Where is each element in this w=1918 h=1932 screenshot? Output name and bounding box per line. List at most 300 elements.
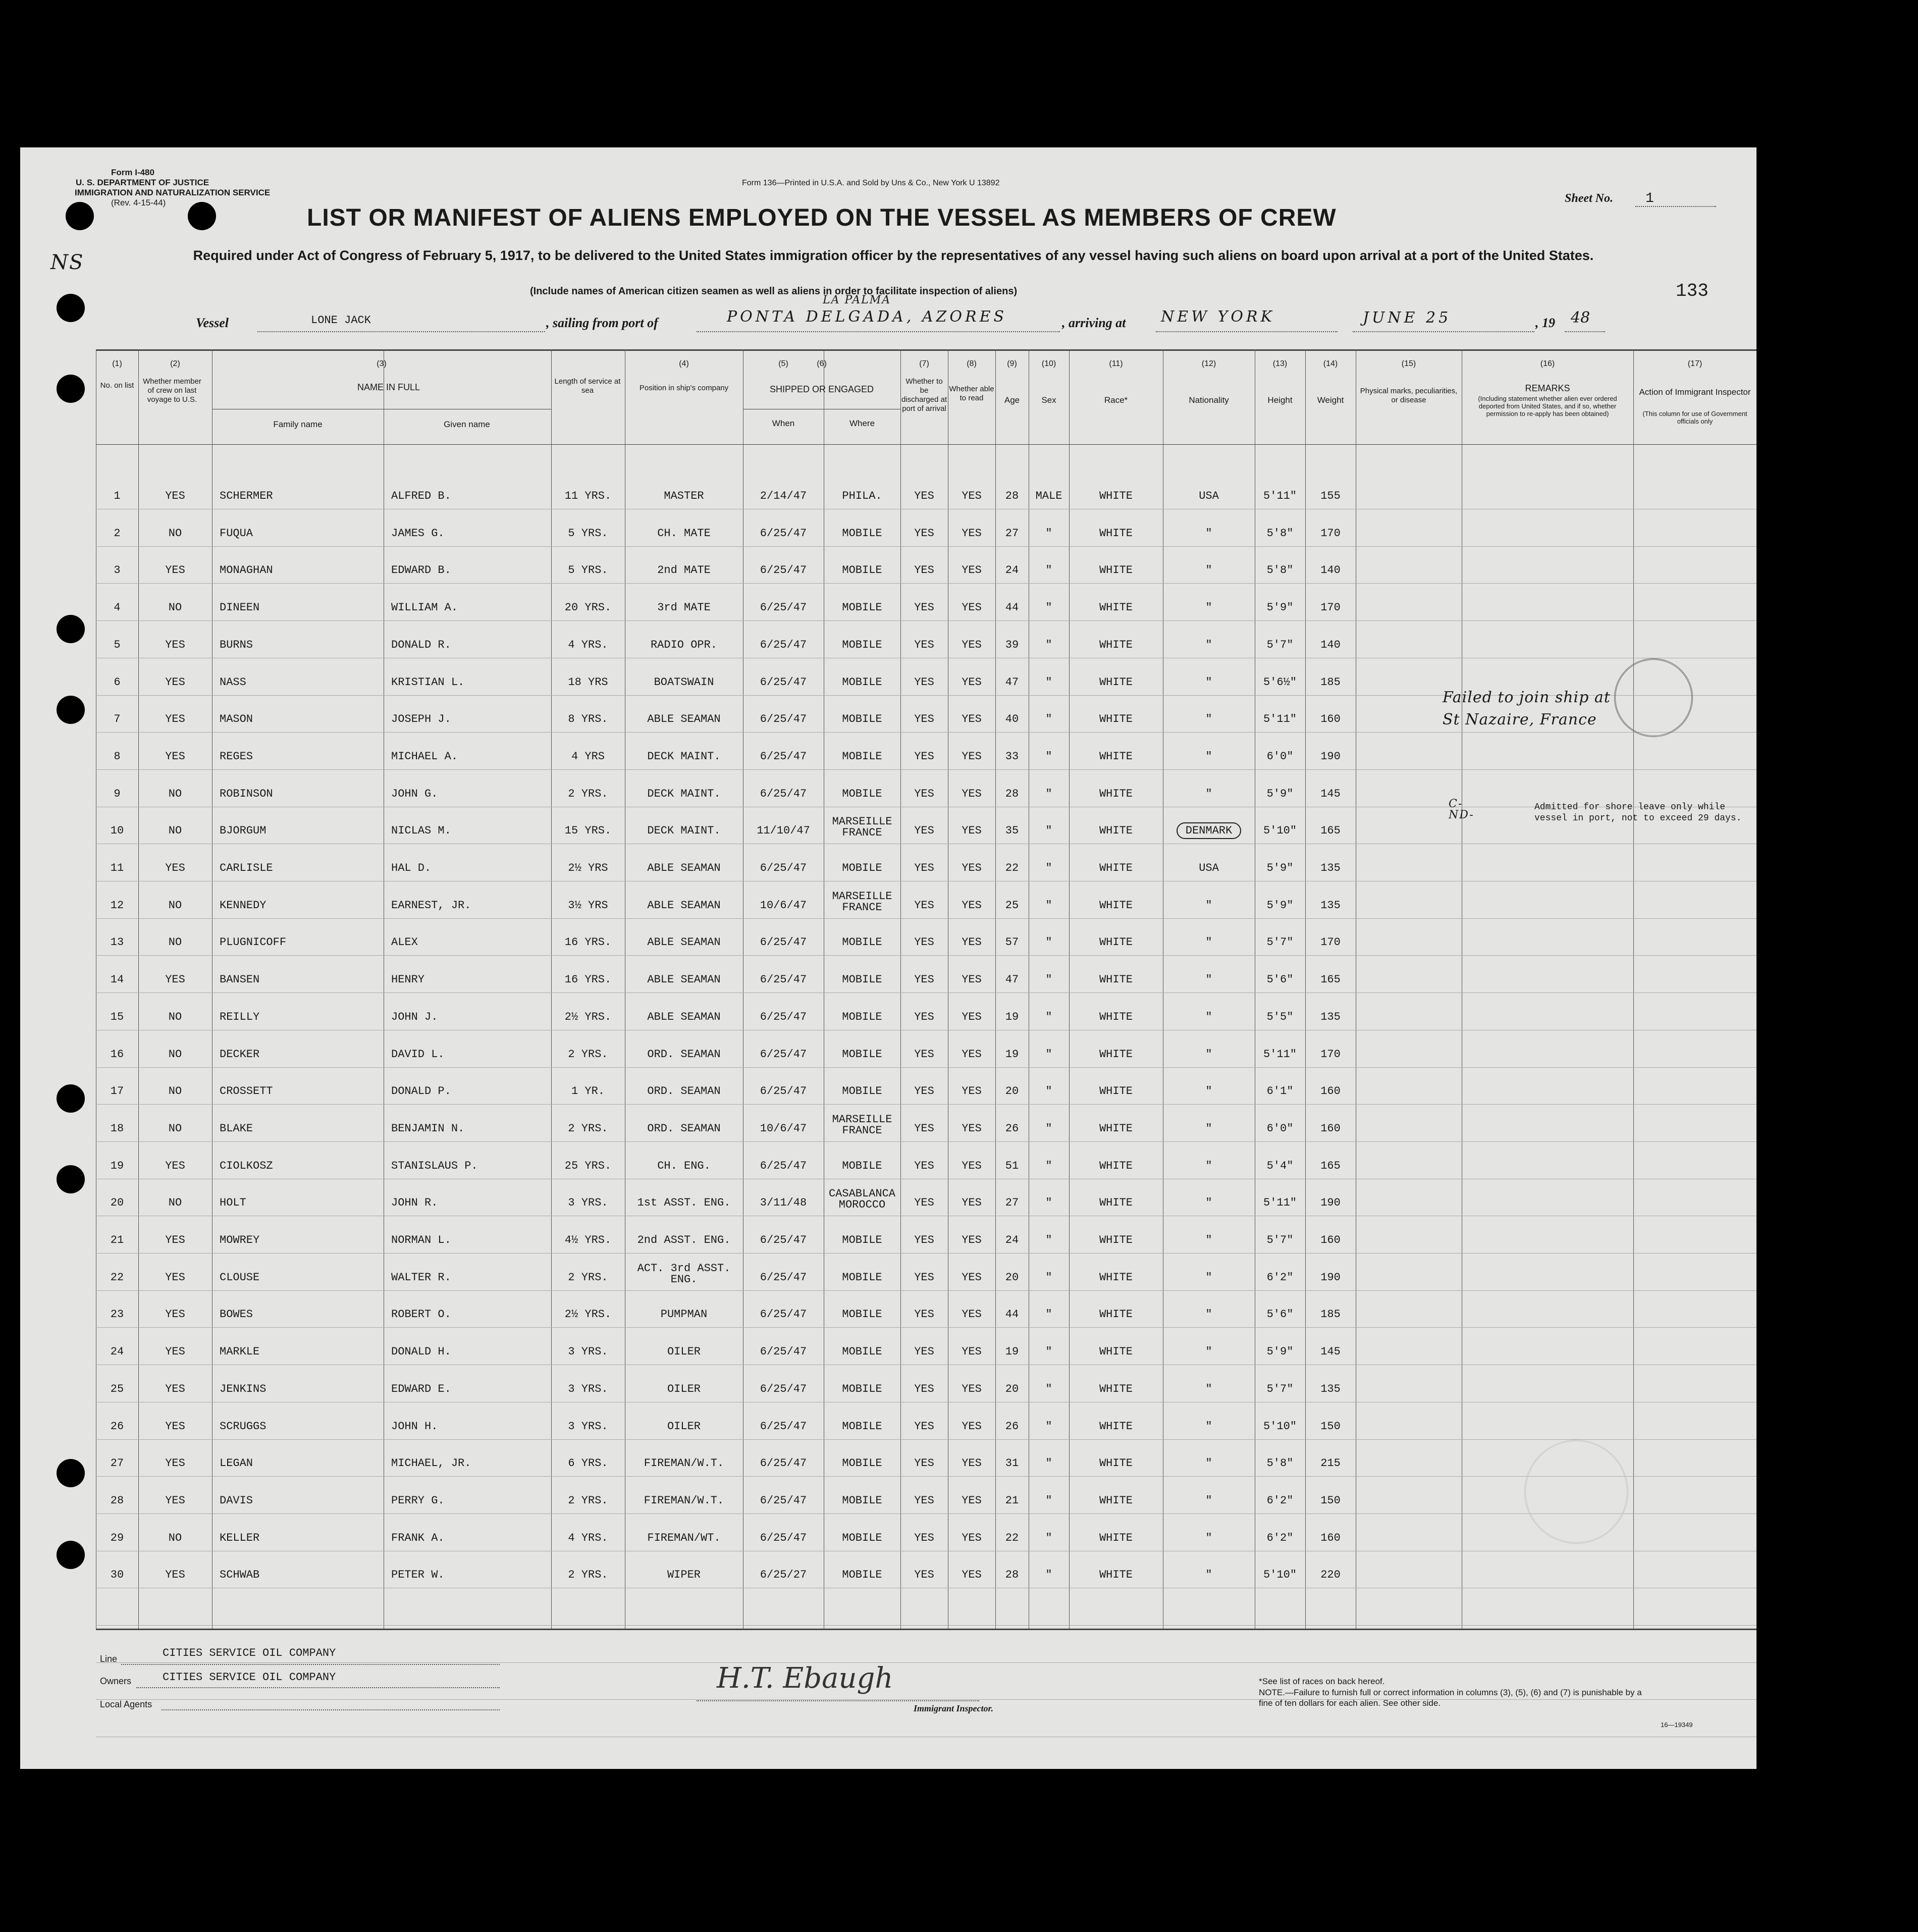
sex xyxy=(1029,1011,1069,1023)
col-header-when: When xyxy=(772,419,795,428)
service-length-text: 3 YRS. xyxy=(568,1420,608,1433)
read-flag-text: YES xyxy=(962,973,982,986)
engaged-date xyxy=(743,936,824,949)
read-flag xyxy=(949,564,994,577)
discharge-flag xyxy=(901,676,947,689)
nationality-text: " xyxy=(1205,1085,1212,1098)
given-name-text: NICLAS M. xyxy=(391,824,451,838)
given-name-text: NORMAN L. xyxy=(391,1234,451,1246)
nationality xyxy=(1163,1457,1254,1470)
engaged-port xyxy=(824,1457,900,1470)
ship-position xyxy=(626,1494,742,1507)
engaged-port-text: MOBILE xyxy=(842,750,882,763)
sex xyxy=(1029,676,1069,689)
race-text: WHITE xyxy=(1099,936,1133,949)
sailing-label: , sailing from port of xyxy=(546,316,658,330)
race-text: WHITE xyxy=(1099,787,1133,800)
engaged-port-text: MOBILE xyxy=(842,1234,882,1246)
column-number: (5) xyxy=(778,359,788,368)
nationality-text: " xyxy=(1205,936,1212,949)
age-text: 28 xyxy=(1005,490,1019,502)
crew-member-flag xyxy=(147,788,203,800)
service-length-text: 16 YRS. xyxy=(564,936,612,949)
nationality xyxy=(1163,824,1254,837)
crew-member-flag xyxy=(147,490,203,502)
read-flag xyxy=(949,713,994,725)
height xyxy=(1255,564,1305,577)
engaged-date xyxy=(743,862,824,874)
read-flag xyxy=(949,862,994,874)
ship-position xyxy=(626,490,742,502)
row-number-text: 18 xyxy=(110,1122,124,1135)
weight-text: 170 xyxy=(1320,936,1341,949)
row-number xyxy=(99,1085,135,1098)
given-name xyxy=(391,676,548,689)
weight-text: 165 xyxy=(1320,824,1341,838)
punch-hole xyxy=(188,202,216,230)
age-text: 24 xyxy=(1005,564,1019,577)
race xyxy=(1071,824,1161,837)
race xyxy=(1071,1234,1161,1246)
service-length-text: 2 YRS. xyxy=(568,1494,608,1507)
engaged-date-text: 10/6/47 xyxy=(760,899,807,912)
ship-position xyxy=(626,639,742,651)
age xyxy=(997,824,1027,837)
weight xyxy=(1305,676,1356,689)
discharge-flag xyxy=(901,788,947,800)
service-length xyxy=(553,1494,623,1507)
crew-member-flag-text: YES xyxy=(165,1159,185,1172)
crew-member-flag-text: YES xyxy=(165,750,185,763)
crew-member-flag-text: YES xyxy=(165,713,185,726)
engaged-date-text: 6/25/47 xyxy=(760,1010,807,1023)
race-text: WHITE xyxy=(1099,1494,1133,1507)
crew-member-flag xyxy=(147,1271,203,1284)
nationality-text: " xyxy=(1205,1196,1212,1210)
ship-position xyxy=(626,564,742,577)
engaged-port xyxy=(824,788,900,800)
crew-member-flag-text: NO xyxy=(168,1085,182,1098)
row-number-text: 29 xyxy=(110,1531,124,1544)
service-length xyxy=(553,601,623,614)
family-name xyxy=(220,1160,381,1172)
engaged-port xyxy=(824,1271,900,1284)
row-number xyxy=(99,1345,135,1358)
service-length-text: 2 YRS. xyxy=(568,1048,608,1061)
discharge-flag-text: YES xyxy=(914,1308,934,1321)
family-name xyxy=(220,1494,381,1507)
read-flag-text: YES xyxy=(962,1085,982,1098)
age xyxy=(997,936,1027,949)
engaged-port-text: MOBILE xyxy=(842,713,882,726)
sex-text: " xyxy=(1045,1159,1052,1172)
service-length-text: 25 YRS. xyxy=(564,1159,612,1172)
col-header-race: Race* xyxy=(1104,395,1128,405)
given-name-text: JOHN J. xyxy=(391,1010,438,1023)
nationality xyxy=(1163,788,1254,800)
given-name xyxy=(391,713,548,725)
row-number xyxy=(99,713,135,725)
given-name xyxy=(391,1532,548,1544)
ship-position xyxy=(626,676,742,689)
sex-text: " xyxy=(1045,1196,1052,1210)
row-number xyxy=(99,676,135,689)
vessel-label: Vessel xyxy=(196,316,229,330)
row-number xyxy=(99,601,135,614)
row-number xyxy=(99,1122,135,1135)
engaged-port xyxy=(824,1420,900,1433)
given-name xyxy=(391,639,548,651)
col-header-action: Action of Immigrant Inspector xyxy=(1639,387,1751,397)
sex xyxy=(1029,824,1069,837)
given-name-text: JOHN H. xyxy=(391,1420,438,1433)
sex-text: " xyxy=(1045,899,1052,912)
family-name xyxy=(220,490,381,502)
ship-position-text: 3rd MATE xyxy=(657,601,711,614)
family-name xyxy=(220,1011,381,1023)
ship-position xyxy=(626,601,742,614)
weight-text: 190 xyxy=(1320,1271,1341,1284)
sex xyxy=(1029,1308,1069,1321)
age-text: 20 xyxy=(1005,1271,1019,1284)
age xyxy=(997,862,1027,874)
read-flag xyxy=(949,1308,994,1321)
engaged-port xyxy=(824,1085,900,1098)
engaged-port xyxy=(824,490,900,502)
engaged-date xyxy=(743,750,824,763)
column-number: (2) xyxy=(170,359,180,368)
read-flag-text: YES xyxy=(962,675,982,689)
age-text: 51 xyxy=(1005,1159,1019,1172)
weight xyxy=(1305,1085,1356,1098)
age-text: 22 xyxy=(1005,862,1019,874)
sex-text: " xyxy=(1045,1271,1052,1284)
given-name-text: ALFRED B. xyxy=(391,490,451,502)
engaged-date xyxy=(743,1457,824,1470)
engaged-date-text: 3/11/48 xyxy=(760,1196,807,1210)
engaged-date xyxy=(743,527,824,540)
race xyxy=(1071,676,1161,689)
ship-position xyxy=(626,936,742,949)
race xyxy=(1071,1196,1161,1209)
discharge-flag xyxy=(901,1569,947,1581)
engaged-date-text: 6/25/47 xyxy=(760,638,807,651)
nationality-text: " xyxy=(1205,973,1212,986)
ship-position-text: 2nd MATE xyxy=(657,564,711,577)
race-text: WHITE xyxy=(1099,564,1133,577)
height-text: 5'7" xyxy=(1266,638,1294,651)
punch-hole xyxy=(57,1084,85,1113)
row-number xyxy=(99,527,135,540)
family-name-text: DECKER xyxy=(220,1048,260,1061)
crew-member-flag xyxy=(147,1569,203,1581)
weight-text: 135 xyxy=(1320,1382,1341,1395)
read-flag-text: YES xyxy=(962,787,982,800)
discharge-flag-text: YES xyxy=(914,1085,934,1098)
height-text: 5'6" xyxy=(1266,973,1294,986)
engaged-port xyxy=(824,1114,900,1136)
owners-value: CITIES SERVICE OIL COMPANY xyxy=(163,1671,336,1684)
family-name xyxy=(220,936,381,949)
discharge-flag-text: YES xyxy=(914,638,934,651)
nationality-text: " xyxy=(1205,1531,1212,1544)
ship-position-text: ABLE SEAMAN xyxy=(647,936,721,949)
crew-member-flag-text: NO xyxy=(168,601,182,614)
read-flag xyxy=(949,1234,994,1246)
engaged-date xyxy=(743,899,824,912)
service-length xyxy=(553,973,623,986)
read-flag-text: YES xyxy=(962,1048,982,1061)
race xyxy=(1071,1122,1161,1135)
crew-member-flag-text: NO xyxy=(168,1531,182,1544)
engaged-port-text: MARSEILLE FRANCE xyxy=(832,890,892,914)
weight xyxy=(1305,1234,1356,1246)
row-number xyxy=(99,1048,135,1061)
ship-position xyxy=(626,1011,742,1023)
crew-member-flag xyxy=(147,676,203,689)
crew-member-flag xyxy=(147,564,203,577)
ship-position-text: RADIO OPR. xyxy=(650,638,718,651)
engaged-date-text: 6/25/47 xyxy=(760,675,807,689)
service-length-text: 18 YRS xyxy=(568,675,608,689)
service-length-text: 11 YRS. xyxy=(564,490,612,502)
nationality xyxy=(1163,713,1254,725)
read-flag xyxy=(949,1271,994,1284)
row-number xyxy=(99,973,135,986)
race xyxy=(1071,1494,1161,1507)
engaged-port-text: MARSEILLE FRANCE xyxy=(832,815,892,840)
family-name-text: BJORGUM xyxy=(220,824,267,838)
col-header-physical: Physical marks, peculiarities, or disease xyxy=(1360,387,1458,404)
sex xyxy=(1029,899,1069,912)
column-number: (4) xyxy=(679,359,689,368)
race xyxy=(1071,1383,1161,1395)
age xyxy=(997,490,1027,502)
family-name xyxy=(220,1234,381,1246)
manifest-sheet xyxy=(20,147,1756,1769)
inspector-label: Immigrant Inspector. xyxy=(914,1703,994,1713)
height-text: 5'9" xyxy=(1266,601,1294,614)
punch-hole xyxy=(57,1165,85,1193)
given-name xyxy=(391,973,548,986)
sex-text: " xyxy=(1045,1308,1052,1321)
family-name-text: KENNEDY xyxy=(220,899,267,912)
age-text: 21 xyxy=(1005,1494,1019,1507)
weight-text: 220 xyxy=(1320,1569,1341,1582)
given-name-text: DONALD R. xyxy=(391,638,451,651)
race xyxy=(1071,862,1161,874)
column-number: (8) xyxy=(967,359,977,368)
engaged-port xyxy=(824,713,900,725)
discharge-flag xyxy=(901,1494,947,1507)
service-length-text: 2 YRS. xyxy=(568,1271,608,1284)
discharge-flag xyxy=(901,973,947,986)
crew-member-flag xyxy=(147,1196,203,1209)
age xyxy=(997,899,1027,912)
given-name xyxy=(391,750,548,763)
row-number-text: 10 xyxy=(110,824,124,838)
height-text: 5'11" xyxy=(1263,1196,1297,1210)
nationality-text: " xyxy=(1205,675,1212,689)
read-flag xyxy=(949,1122,994,1135)
read-flag xyxy=(949,1383,994,1395)
weight xyxy=(1305,1122,1356,1135)
engaged-date-text: 6/25/47 xyxy=(760,1234,807,1246)
read-flag-text: YES xyxy=(962,713,982,726)
height-text: 5'11" xyxy=(1263,713,1297,726)
age-text: 28 xyxy=(1005,787,1019,800)
crew-member-flag-text: YES xyxy=(165,675,185,689)
given-name xyxy=(391,1160,548,1172)
engaged-port-text: MOBILE xyxy=(842,1010,882,1023)
service-length-text: 2 YRS. xyxy=(568,1122,608,1135)
service-length xyxy=(553,1271,623,1284)
nationality xyxy=(1163,1160,1254,1172)
row-number xyxy=(99,1420,135,1433)
discharge-flag-text: YES xyxy=(914,1010,934,1023)
nationality xyxy=(1163,1569,1254,1581)
sex-text: " xyxy=(1045,936,1052,949)
nationality xyxy=(1163,899,1254,912)
service-length-text: 3 YRS. xyxy=(568,1345,608,1359)
weight xyxy=(1305,936,1356,949)
row-number xyxy=(99,639,135,651)
ship-position-text: CH. MATE xyxy=(657,527,711,540)
weight-text: 185 xyxy=(1320,1308,1341,1321)
column-number: (12) xyxy=(1201,359,1216,368)
engaged-date-text: 6/25/47 xyxy=(760,1159,807,1172)
ship-position-text: OILER xyxy=(667,1382,701,1395)
discharge-flag-text: YES xyxy=(914,824,934,838)
engaged-date-text: 6/25/47 xyxy=(760,1420,807,1433)
family-name-text: CARLISLE xyxy=(220,862,273,874)
ship-position xyxy=(626,824,742,837)
sheet-number: 1 xyxy=(1645,191,1654,206)
age-text: 33 xyxy=(1005,750,1019,763)
owners-label: Owners xyxy=(100,1676,132,1686)
nationality-text: " xyxy=(1205,1122,1212,1135)
age-text: 44 xyxy=(1005,1308,1019,1321)
nationality-text: " xyxy=(1205,1420,1212,1433)
sex xyxy=(1029,1494,1069,1507)
discharge-flag xyxy=(901,713,947,725)
race xyxy=(1071,1160,1161,1172)
given-name xyxy=(391,601,548,614)
discharge-flag xyxy=(901,490,947,502)
family-name xyxy=(220,676,381,689)
race-text: WHITE xyxy=(1099,1085,1133,1098)
ship-position-text: WIPER xyxy=(667,1569,701,1582)
age xyxy=(997,1048,1027,1061)
nationality xyxy=(1163,1085,1254,1098)
age-text: 27 xyxy=(1005,527,1019,540)
form-revision: (Rev. 4-15-44) xyxy=(111,198,166,207)
given-name xyxy=(391,1048,548,1061)
read-flag-text: YES xyxy=(962,1382,982,1395)
height xyxy=(1255,527,1305,540)
ship-position xyxy=(626,788,742,800)
discharge-flag-text: YES xyxy=(914,750,934,763)
ship-position xyxy=(626,713,742,725)
race-text: WHITE xyxy=(1099,750,1133,763)
age-text: 20 xyxy=(1005,1382,1019,1395)
family-name-text: SCRUGGS xyxy=(220,1420,267,1433)
ship-position xyxy=(626,1532,742,1544)
service-length-text: 3½ YRS xyxy=(568,899,608,912)
read-flag xyxy=(949,1494,994,1507)
read-flag-text: YES xyxy=(962,1420,982,1433)
column-number: (6) xyxy=(817,359,827,368)
weight xyxy=(1305,824,1356,837)
crew-member-flag-text: YES xyxy=(165,1308,185,1321)
service-length xyxy=(553,1569,623,1581)
engaged-port xyxy=(824,936,900,949)
service-length-text: 5 YRS. xyxy=(568,564,608,577)
race-text: WHITE xyxy=(1099,1234,1133,1246)
nationality-text: " xyxy=(1205,527,1212,540)
engaged-port-text: PHILA. xyxy=(842,490,882,502)
age-text: 19 xyxy=(1005,1010,1019,1023)
discharge-flag-text: YES xyxy=(914,936,934,949)
row-number-text: 6 xyxy=(114,675,121,689)
read-flag xyxy=(949,1011,994,1023)
race xyxy=(1071,899,1161,912)
ship-position xyxy=(626,1160,742,1172)
family-name-text: KELLER xyxy=(220,1531,260,1544)
read-flag xyxy=(949,1457,994,1470)
age-text: 35 xyxy=(1005,824,1019,838)
height xyxy=(1255,1308,1305,1321)
sheet-label: Sheet No. xyxy=(1565,192,1613,205)
height xyxy=(1255,490,1305,502)
age xyxy=(997,1457,1027,1470)
sex xyxy=(1029,564,1069,577)
column-number: (3) xyxy=(377,359,387,368)
ship-position-text: DECK MAINT. xyxy=(647,750,721,763)
crew-member-flag xyxy=(147,936,203,949)
service-length-text: 15 YRS. xyxy=(564,824,612,838)
service-length xyxy=(553,862,623,874)
family-name-text: MOWREY xyxy=(220,1234,260,1246)
engaged-port-text: MOBILE xyxy=(842,1271,882,1284)
engaged-date xyxy=(743,639,824,651)
sex xyxy=(1029,936,1069,949)
column-number: (17) xyxy=(1687,359,1702,368)
family-name-text: LEGAN xyxy=(220,1457,253,1470)
race xyxy=(1071,1345,1161,1358)
read-flag xyxy=(949,1420,994,1433)
discharge-flag-text: YES xyxy=(914,1271,934,1284)
column-number: (13) xyxy=(1272,359,1288,368)
age xyxy=(997,1569,1027,1581)
engaged-date-text: 6/25/47 xyxy=(760,1085,807,1098)
given-name-text: PETER W. xyxy=(391,1569,445,1582)
penalty-note: NOTE.—Failure to furnish full or correct information in columns (3), (5), (6) and (7) is punishable by a fine of ten dollars for each alien. See other side. xyxy=(1259,1688,1642,1708)
engaged-date-text: 10/6/47 xyxy=(760,1122,807,1135)
row-number-text: 21 xyxy=(110,1234,124,1246)
read-flag-text: YES xyxy=(962,862,982,874)
age xyxy=(997,564,1027,577)
engaged-port xyxy=(824,676,900,689)
weight-text: 170 xyxy=(1320,1048,1341,1061)
given-name xyxy=(391,490,548,502)
crew-member-flag-text: NO xyxy=(168,1048,182,1061)
engaged-date-text: 6/25/47 xyxy=(760,936,807,949)
height xyxy=(1255,1085,1305,1098)
sex xyxy=(1029,1160,1069,1172)
service-length xyxy=(553,1308,623,1321)
weight xyxy=(1305,899,1356,912)
